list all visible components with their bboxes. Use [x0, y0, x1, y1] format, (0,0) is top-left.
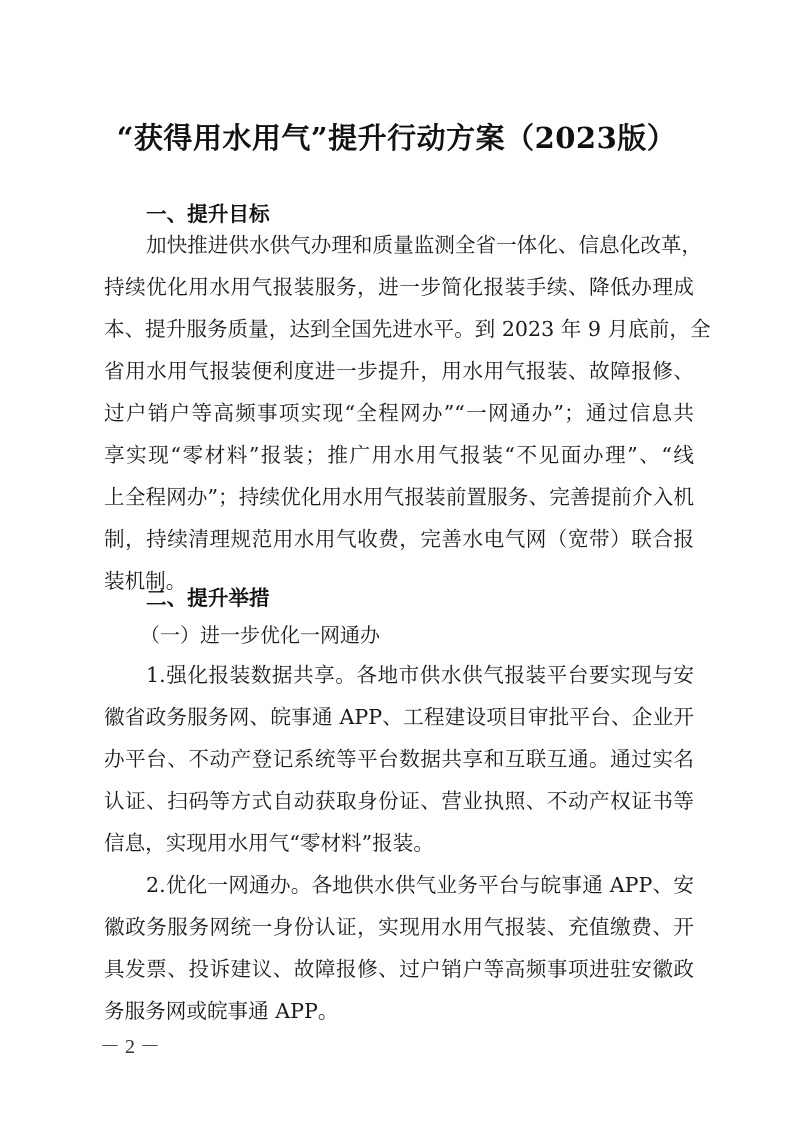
- paragraph-line: 省用水用气报装便利度进一步提升，用水用气报装、故障报修、: [104, 359, 694, 383]
- document-title: “获得用水用气”提升行动方案（2023版）: [116, 121, 677, 155]
- paragraph-line: 1.强化报装数据共享。各地市供水供气报装平台要实现与安: [146, 663, 694, 687]
- subsection-heading: （一）进一步优化一网通办: [140, 623, 380, 647]
- paragraph-line: 加快推进供水供气办理和质量监测全省一体化、信息化改革，: [146, 233, 703, 257]
- paragraph-line: 装机制。: [104, 569, 187, 593]
- paragraph-line: 具发票、投诉建议、故障报修、过户销户等高频事项进驻安徽政: [104, 957, 694, 981]
- paragraph-line: 信息，实现用水用气“零材料”报装。: [104, 831, 434, 855]
- paragraph-line: 制，持续清理规范用水用气收费，完善水电气网（宽带）联合报: [104, 527, 694, 551]
- paragraph-line: 享实现“零材料”报装；推广用水用气报装“不见面办理”、“线: [104, 443, 694, 467]
- paragraph-line: 本、提升服务质量，达到全国先进水平。到 2023 年 9 月底前，全: [104, 317, 711, 341]
- section-heading-goals: 一、提升目标: [146, 202, 270, 226]
- paragraph-line: 徽省政务服务网、皖事通 APP、工程建设项目审批平台、企业开: [104, 705, 694, 729]
- paragraph-line: 上全程网办”；持续优化用水用气报装前置服务、完善提前介入机: [104, 485, 694, 509]
- paragraph-line: 务服务网或皖事通 APP。: [104, 999, 339, 1023]
- paragraph-line: 过户销户等高频事项实现“全程网办”“一网通办”；通过信息共: [104, 401, 694, 425]
- section-heading-measures: 二、提升举措: [146, 586, 270, 610]
- paragraph-line: 持续优化用水用气报装服务，进一步简化报装手续、降低办理成: [104, 275, 694, 299]
- page-number: － 2 －: [100, 1036, 160, 1058]
- paragraph-line: 徽政务服务网统一身份认证，实现用水用气报装、充值缴费、开: [104, 915, 694, 939]
- paragraph-line: 2.优化一网通办。各地供水供气业务平台与皖事通 APP、安: [146, 873, 694, 897]
- paragraph-line: 办平台、不动产登记系统等平台数据共享和互联互通。通过实名: [104, 747, 694, 771]
- paragraph-line: 认证、扫码等方式自动获取身份证、营业执照、不动产权证书等: [104, 789, 694, 813]
